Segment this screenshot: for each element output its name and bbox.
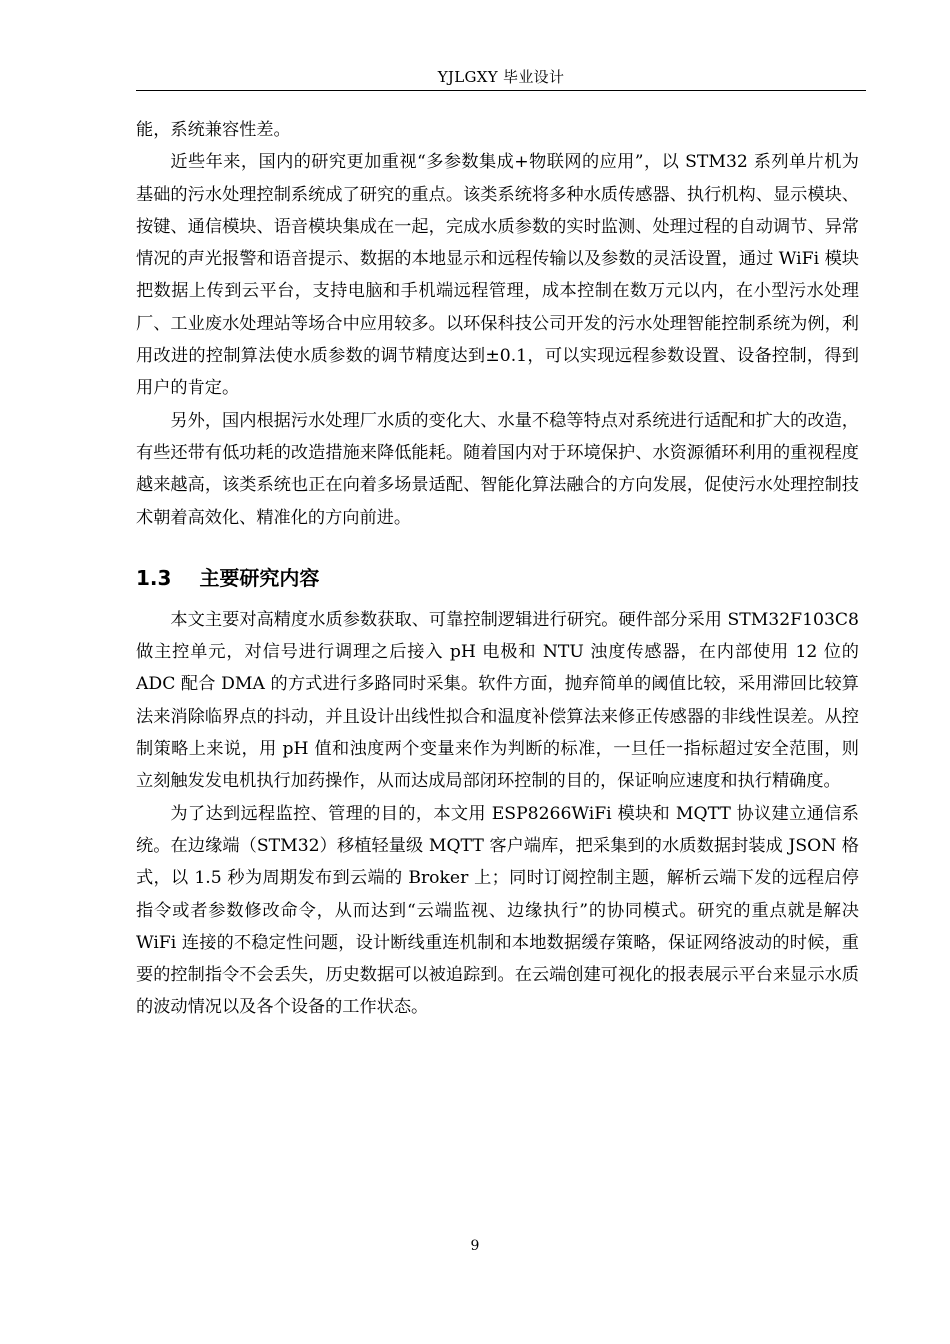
section-heading: [136, 564, 859, 592]
header-rule: [136, 90, 866, 91]
document-body: [136, 114, 859, 1024]
page-header: YJLGXY 毕业设计: [437, 68, 565, 86]
body-paragraph: 能，系统兼容性差。: [136, 120, 291, 140]
section-number: 1.3: [136, 565, 172, 590]
section-title-text: 主要研究内容: [199, 565, 320, 590]
body-paragraph: 为了达到远程监控、管理的目的，本文用 ESP8266WiFi 模块和 MQTT 协议建立通信系统。在边缘端（STM32）移植轻量级 MQTT 客户端库，把采集到的水质数据封装成 JSON 格式，以 1.5 秒为周期发布到云端的 Broker 上；同时订阅控制主题，解析云端下发的远程启停指令或者参数修改命令，从而达到“云端监视、边缘执行”的协同模式。研究的重点就是解决 WiFi 连接的不稳定性问题，设计断线重连机制和本地数据缓存策略，保证网络波动的时候，重要的控制指令不会丢失，历史数据可以被追踪到。在云端创建可视化的报表展示平台来显示水质的波动情况以及各个设备的工作状态。: [136, 803, 859, 1018]
body-paragraph: 近些年来，国内的研究更加重视“多参数集成+物联网的应用”，以 STM32 系列单片机为基础的污水处理控制系统成了研究的重点。该类系统将多种水质传感器、执行机构、显示模块、按键、通信模块、语音模块集成在一起，完成水质参数的实时监测、处理过程的自动调节、异常情况的声光报警和语音提示、数据的本地显示和远程传输以及参数的灵活设置，通过 WiFi 模块把数据上传到云平台，支持电脑和手机端远程管理，成本控制在数万元以内，在小型污水处理厂、工业废水处理站等场合中应用较多。以环保科技公司开发的污水处理智能控制系统为例，利用改进的控制算法使水质参数的调节精度达到±0.1，可以实现远程参数设置、设备控制，得到用户的肯定。: [136, 152, 859, 399]
page-number: 9: [470, 1238, 480, 1254]
body-paragraph: 另外，国内根据污水处理厂水质的变化大、水量不稳等特点对系统进行适配和扩大的改造，有些还带有低功耗的改造措施来降低能耗。随着国内对于环境保护、水资源循环利用的重视程度越来越高，该类系统也正在向着多场景适配、智能化算法融合的方向发展，促使污水处理控制技术朝着高效化、精准化的方向前进。: [136, 410, 859, 528]
body-paragraph: 本文主要对高精度水质参数获取、可靠控制逻辑进行研究。硬件部分采用 STM32F103C8 做主控单元，对信号进行调理之后接入 pH 电极和 NTU 浊度传感器，在内部使用 12 位的 ADC 配合 DMA 的方式进行多路同时采集。软件方面，抛弃简单的阈值比较，采用滞回比较算法来消除临界点的抖动，并且设计出线性拟合和温度补偿算法来修正传感器的非线性误差。从控制策略上来说，用 pH 值和浊度两个变量来作为判断的标准，一旦任一指标超过安全范围，则立刻触发发电机执行加药操作，从而达成局部闭环控制的目的，保证响应速度和执行精确度。: [136, 609, 859, 792]
